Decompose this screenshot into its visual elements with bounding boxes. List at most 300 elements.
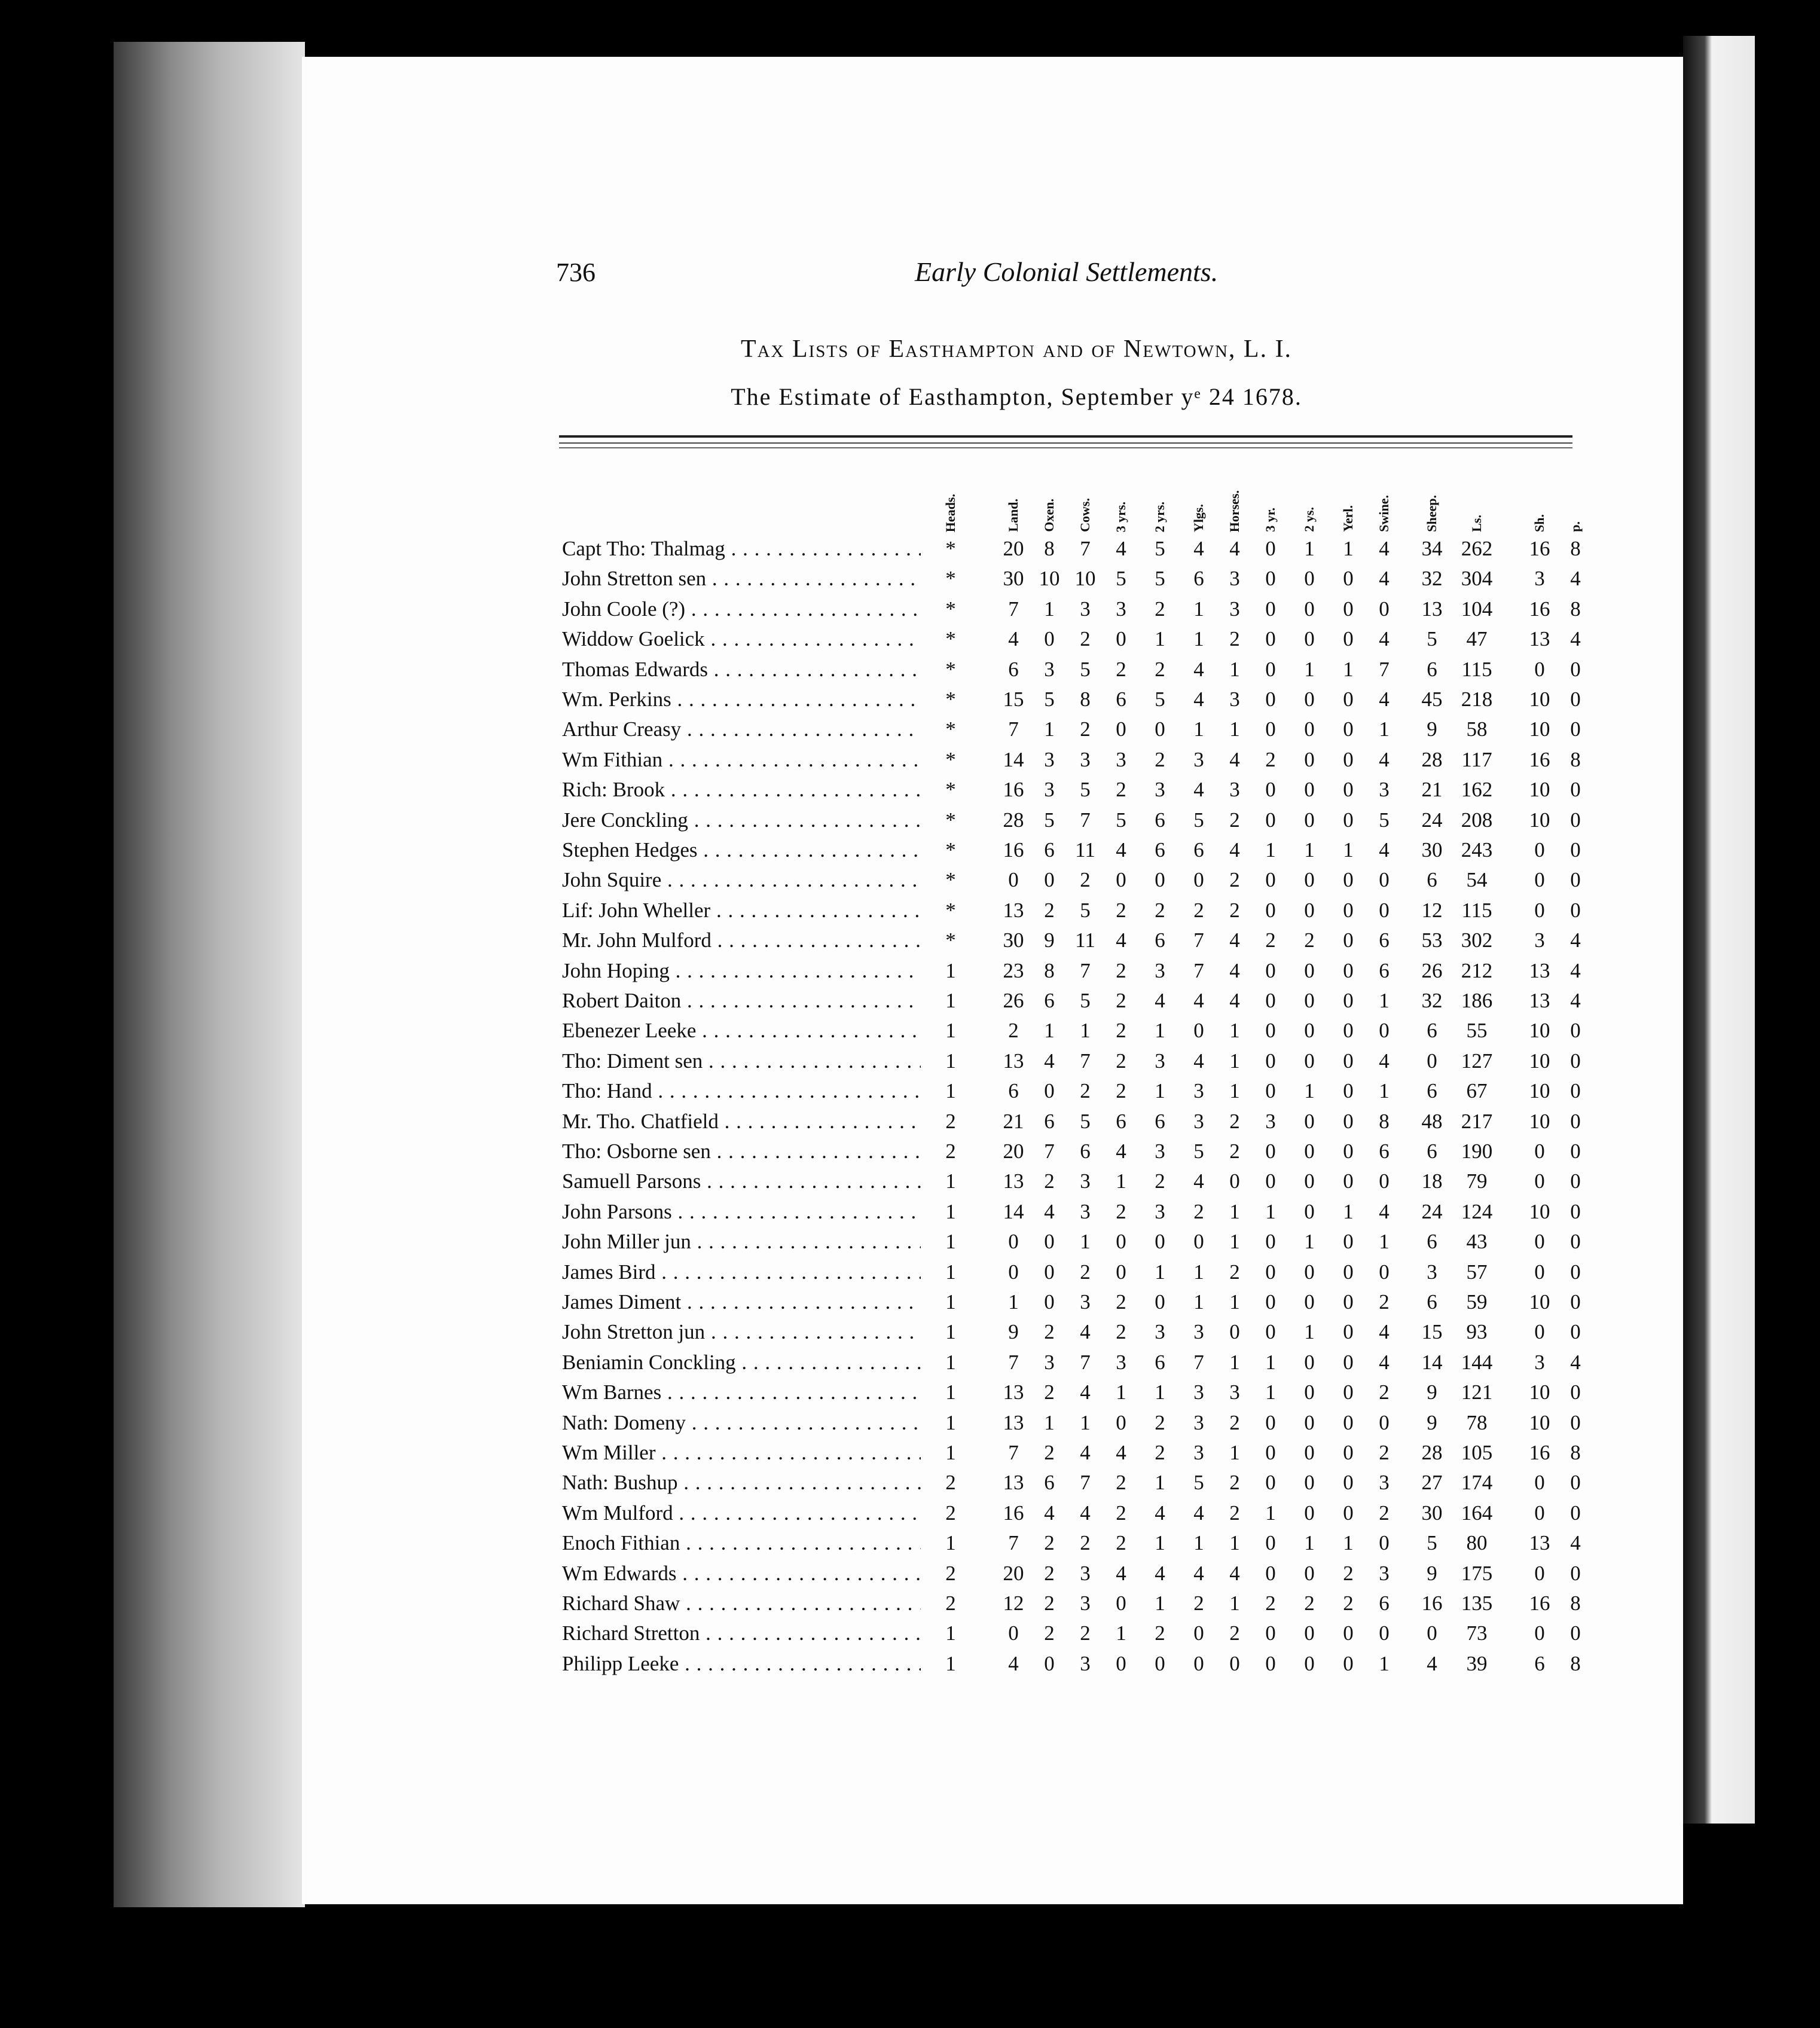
table-cell: 13 (1529, 989, 1550, 1012)
table-cell: 9 (1427, 1380, 1437, 1404)
table-cell: 2 (1229, 898, 1240, 922)
table-cell: 6 (1155, 1350, 1165, 1374)
table-cell: 0 (1379, 1260, 1390, 1284)
table-cell: 2 (1379, 1501, 1390, 1525)
table-cell: 2 (1116, 1531, 1126, 1555)
table-cell: 0 (1304, 1049, 1315, 1073)
table-cell: 0 (1427, 1621, 1437, 1645)
table-cell: 2 (1044, 1320, 1055, 1344)
table-cell: 0 (1343, 1651, 1354, 1675)
table-cell: 3 (1044, 747, 1055, 771)
table-cell: 7 (1008, 1350, 1019, 1374)
table-cell: 0 (1265, 1260, 1276, 1284)
table-cell: * (945, 898, 956, 922)
table-cell: 4 (1379, 627, 1390, 651)
table-row (0, 778, 1820, 808)
table-cell: 3 (1534, 929, 1545, 952)
table-cell: 6 (1044, 989, 1055, 1012)
column-header: Ylgs. (1191, 503, 1206, 532)
double-rule (559, 435, 1572, 438)
table-cell: 4 (1116, 1561, 1126, 1585)
table-cell: 48 (1421, 1109, 1443, 1133)
table-cell: 2 (945, 1561, 956, 1585)
table-cell: 7 (1080, 1471, 1091, 1495)
table-cell: 1 (1229, 1531, 1240, 1555)
table-cell: 2 (1265, 929, 1276, 952)
table-cell: 2 (1229, 627, 1240, 651)
table-cell: 1 (1343, 537, 1354, 560)
table-cell: 1 (1229, 1441, 1240, 1464)
table-cell: 2 (1008, 1019, 1019, 1043)
table-cell: 1 (1379, 1079, 1390, 1103)
table-cell: 6 (1044, 838, 1055, 862)
column-header: Sheep. (1424, 495, 1439, 532)
taxpayer-name: Tho: Hand . . . (562, 1079, 921, 1103)
table-cell: 3 (1155, 778, 1165, 802)
table-cell: 174 (1461, 1471, 1493, 1495)
table-cell: 1 (945, 1320, 956, 1344)
table-cell: 124 (1461, 1199, 1493, 1223)
table-cell: 1 (1379, 1230, 1390, 1254)
table-cell: 0 (1534, 1230, 1545, 1254)
table-cell: 30 (1003, 929, 1024, 952)
table-cell: 0 (1534, 1260, 1545, 1284)
table-cell: 2 (1116, 1320, 1126, 1344)
table-cell: 2 (1116, 958, 1126, 982)
table-row (0, 717, 1820, 747)
table-cell: 10 (1529, 808, 1550, 832)
table-cell: 1 (1044, 597, 1055, 621)
table-cell: 1 (1229, 1350, 1240, 1374)
table-cell: 7 (1008, 717, 1019, 741)
table-cell: 1 (1193, 1531, 1204, 1555)
table-cell: 8 (1044, 958, 1055, 982)
table-cell: 0 (1304, 747, 1315, 771)
table-cell: 1 (1155, 1592, 1165, 1615)
table-cell: 28 (1003, 808, 1024, 832)
table-cell: 5 (1427, 627, 1437, 651)
table-cell: 0 (1008, 1621, 1019, 1645)
table-cell: 0 (1265, 1140, 1276, 1163)
table-cell: 32 (1421, 567, 1443, 591)
table-cell: 0 (1343, 958, 1354, 982)
table-cell: 1 (1343, 838, 1354, 862)
table-cell: 0 (1343, 1320, 1354, 1344)
table-cell: 0 (1265, 1320, 1276, 1344)
table-cell: 243 (1461, 838, 1493, 862)
table-row (0, 1531, 1820, 1561)
table-cell: 6 (1155, 838, 1165, 862)
table-row (0, 1169, 1820, 1199)
table-cell: 0 (1379, 1019, 1390, 1043)
table-cell: 20 (1003, 1561, 1024, 1585)
table-row (0, 1621, 1820, 1651)
table-cell: 0 (1008, 868, 1019, 892)
table-cell: 0 (1343, 1079, 1354, 1103)
table-cell: 0 (1534, 1169, 1545, 1193)
table-cell: 3 (1193, 747, 1204, 771)
table-row (0, 929, 1820, 958)
table-cell: 16 (1529, 1441, 1550, 1464)
column-header: Horses. (1227, 490, 1242, 532)
table-cell: 0 (1379, 1169, 1390, 1193)
table-cell: 2 (1379, 1441, 1390, 1464)
table-cell: 2 (1155, 1169, 1165, 1193)
table-cell: 0 (1116, 627, 1126, 651)
table-cell: 11 (1075, 838, 1095, 862)
table-cell: 2 (1116, 657, 1126, 681)
table-cell: 3 (1379, 1471, 1390, 1495)
table-cell: 39 (1466, 1651, 1488, 1675)
table-cell: 0 (1343, 1109, 1354, 1133)
table-cell: 2 (1229, 1140, 1240, 1163)
table-cell: 2 (1155, 898, 1165, 922)
table-cell: 1 (1265, 1501, 1276, 1525)
table-cell: 21 (1003, 1109, 1024, 1133)
table-cell: 4 (1116, 537, 1126, 560)
table-cell: 0 (1229, 1320, 1240, 1344)
table-cell: 1 (945, 1410, 956, 1434)
table-cell: 5 (1044, 808, 1055, 832)
table-cell: 0 (1116, 717, 1126, 741)
taxpayer-name: Richard Shaw . . . (562, 1592, 921, 1615)
table-cell: 1 (945, 1079, 956, 1103)
table-cell: 1 (1155, 1019, 1165, 1043)
table-cell: 3 (1080, 1592, 1091, 1615)
table-cell: 9 (1427, 1561, 1437, 1585)
table-cell: 1 (1116, 1380, 1126, 1404)
table-cell: 2 (1304, 1592, 1315, 1615)
table-cell: 2 (1080, 1621, 1091, 1645)
table-cell: 0 (1265, 1651, 1276, 1675)
taxpayer-name: Wm Mulford . . . (562, 1501, 921, 1525)
table-cell: 7 (1080, 1049, 1091, 1073)
table-cell: 0 (1570, 1380, 1581, 1404)
table-cell: 3 (1193, 1109, 1204, 1133)
table-cell: 4 (1193, 778, 1204, 802)
table-cell: 0 (1534, 838, 1545, 862)
table-cell: 127 (1461, 1049, 1493, 1073)
table-cell: 1 (1193, 597, 1204, 621)
table-cell: 0 (1570, 1410, 1581, 1434)
table-cell: 4 (1080, 1441, 1091, 1464)
table-cell: 117 (1461, 747, 1492, 771)
table-cell: 0 (1343, 1140, 1354, 1163)
table-cell: 208 (1461, 808, 1493, 832)
table-cell: 4 (1379, 537, 1390, 560)
table-row (0, 808, 1820, 838)
table-cell: * (945, 778, 956, 802)
taxpayer-name: Wm Edwards . . . (562, 1562, 921, 1586)
table-cell: 2 (1379, 1290, 1390, 1314)
table-cell: 0 (1343, 1410, 1354, 1434)
table-cell: 0 (1534, 1501, 1545, 1525)
table-cell: 13 (1003, 1169, 1024, 1193)
table-cell: 0 (1265, 1049, 1276, 1073)
table-cell: 0 (1570, 1561, 1581, 1585)
table-cell: 0 (1265, 717, 1276, 741)
table-cell: * (945, 717, 956, 741)
table-cell: 3 (1534, 1350, 1545, 1374)
table-cell: 1 (1304, 1079, 1315, 1103)
table-cell: 11 (1075, 929, 1095, 952)
table-cell: 4 (1229, 929, 1240, 952)
table-cell: 57 (1466, 1260, 1488, 1284)
table-cell: 0 (1343, 1501, 1354, 1525)
table-cell: 0 (1570, 1049, 1581, 1073)
taxpayer-name: James Bird . . . (562, 1260, 921, 1284)
table-cell: 3 (1379, 1561, 1390, 1585)
table-cell: 21 (1421, 778, 1443, 802)
table-row (0, 1411, 1820, 1441)
table-cell: 5 (1193, 808, 1204, 832)
table-cell: 1 (945, 1290, 956, 1314)
taxpayer-name: Wm Fithian . . . (562, 748, 921, 772)
table-cell: 10 (1529, 1199, 1550, 1223)
table-cell: 2 (1116, 1049, 1126, 1073)
table-cell: 0 (1343, 1019, 1354, 1043)
table-cell: 0 (1265, 1230, 1276, 1254)
table-cell: 3 (1116, 1350, 1126, 1374)
table-cell: 3 (1193, 1410, 1204, 1434)
table-cell: 4 (1379, 1049, 1390, 1073)
table-cell: 4 (1080, 1320, 1091, 1344)
table-cell: 0 (1304, 868, 1315, 892)
table-cell: 16 (1003, 838, 1024, 862)
table-cell: 0 (1570, 688, 1581, 711)
table-cell: 4 (1155, 1501, 1165, 1525)
table-cell: 16 (1421, 1592, 1443, 1615)
table-cell: 0 (1229, 1651, 1240, 1675)
page-title: Tax Lists of Easthampton and of Newtown, L. I. (740, 335, 1293, 363)
table-cell: 7 (1193, 1350, 1204, 1374)
table-cell: * (945, 838, 956, 862)
taxpayer-name: Tho: Diment sen . . . (562, 1049, 921, 1073)
table-cell: 13 (1421, 597, 1443, 621)
table-cell: 0 (1265, 1019, 1276, 1043)
table-cell: 5 (1155, 688, 1165, 711)
table-cell: 4 (1193, 657, 1204, 681)
table-cell: 0 (1044, 1260, 1055, 1284)
table-cell: 13 (1529, 1531, 1550, 1555)
table-cell: 4 (1044, 1501, 1055, 1525)
column-header: Swine. (1376, 495, 1391, 532)
table-cell: 2 (1155, 597, 1165, 621)
table-cell: 5 (1379, 808, 1390, 832)
table-cell: 4 (1193, 1049, 1204, 1073)
table-cell: 4 (1570, 958, 1581, 982)
table-cell: * (945, 929, 956, 952)
table-cell: 164 (1461, 1501, 1493, 1525)
table-cell: 1 (1229, 1230, 1240, 1254)
table-cell: 0 (1265, 1471, 1276, 1495)
table-cell: * (945, 868, 956, 892)
table-cell: 7 (1193, 929, 1204, 952)
table-row (0, 989, 1820, 1019)
table-cell: 262 (1461, 537, 1493, 560)
table-cell: 2 (1116, 1019, 1126, 1043)
table-cell: 54 (1466, 868, 1488, 892)
table-cell: 1 (1229, 1019, 1240, 1043)
table-cell: 8 (1044, 537, 1055, 560)
table-cell: 6 (1044, 1471, 1055, 1495)
table-cell: 3 (1155, 1199, 1165, 1223)
table-cell: 1 (1155, 1531, 1165, 1555)
table-row (0, 959, 1820, 989)
table-cell: 4 (1570, 567, 1581, 591)
table-cell: * (945, 627, 956, 651)
taxpayer-name: Wm Barnes . . . (562, 1380, 921, 1404)
table-cell: 3 (1229, 778, 1240, 802)
table-row (0, 1320, 1820, 1350)
table-cell: 7 (1080, 537, 1091, 560)
table-cell: 8 (1570, 597, 1581, 621)
table-cell: 6 (1008, 657, 1019, 681)
table-cell: 1 (1193, 627, 1204, 651)
double-rule (559, 447, 1572, 448)
table-cell: 3 (1044, 1350, 1055, 1374)
taxpayer-name: Enoch Fithian . . . (562, 1531, 921, 1555)
table-cell: 1 (1265, 1199, 1276, 1223)
table-cell: 1 (1080, 1410, 1091, 1434)
table-cell: 0 (1044, 868, 1055, 892)
table-cell: 5 (1080, 989, 1091, 1012)
table-cell: 212 (1461, 958, 1493, 982)
table-cell: 6 (1379, 958, 1390, 982)
table-cell: 6 (1155, 1109, 1165, 1133)
table-cell: 1 (1155, 1380, 1165, 1404)
table-cell: 32 (1421, 989, 1443, 1012)
table-row (0, 1110, 1820, 1140)
table-cell: 3 (1427, 1260, 1437, 1284)
table-cell: 4 (1570, 1350, 1581, 1374)
table-cell: 10 (1039, 567, 1060, 591)
table-cell: 30 (1421, 1501, 1443, 1525)
table-cell: 4 (1379, 1350, 1390, 1374)
table-cell: 26 (1003, 989, 1024, 1012)
table-row (0, 1652, 1820, 1682)
table-cell: 1 (945, 1441, 956, 1464)
column-header: Sh. (1532, 514, 1547, 532)
table-cell: 3 (1229, 597, 1240, 621)
table-cell: 16 (1529, 1592, 1550, 1615)
table-cell: 0 (1265, 1621, 1276, 1645)
table-cell: 2 (945, 1140, 956, 1163)
table-cell: 24 (1421, 1199, 1443, 1223)
taxpayer-name: Arthur Creasy . . . (562, 717, 921, 741)
table-cell: 2 (1155, 747, 1165, 771)
column-header: p. (1568, 521, 1583, 532)
table-cell: 0 (1343, 1441, 1354, 1464)
table-cell: 1 (1229, 1049, 1240, 1073)
table-cell: 1 (945, 989, 956, 1012)
table-row (0, 1351, 1820, 1380)
table-cell: * (945, 747, 956, 771)
table-cell: 0 (1304, 989, 1315, 1012)
column-header: Cows. (1077, 498, 1092, 532)
table-cell: 1 (1229, 1290, 1240, 1314)
table-cell: 18 (1421, 1169, 1443, 1193)
table-row (0, 1501, 1820, 1531)
column-header: 3 yr. (1263, 508, 1278, 532)
table-cell: 4 (1379, 838, 1390, 862)
table-cell: 4 (1427, 1651, 1437, 1675)
table-cell: 6 (1427, 868, 1437, 892)
table-cell: 1 (1193, 717, 1204, 741)
table-cell: 3 (1229, 1380, 1240, 1404)
table-cell: 4 (1229, 537, 1240, 560)
table-cell: 13 (1529, 958, 1550, 982)
table-cell: 3 (1229, 567, 1240, 591)
table-cell: 9 (1427, 1410, 1437, 1434)
table-cell: 0 (1343, 808, 1354, 832)
table-cell: 8 (1080, 688, 1091, 711)
table-row (0, 1079, 1820, 1109)
table-cell: 0 (1265, 1079, 1276, 1103)
table-cell: 4 (1229, 747, 1240, 771)
table-cell: 15 (1421, 1320, 1443, 1344)
table-cell: 3 (1265, 1109, 1276, 1133)
table-cell: 6 (1193, 567, 1204, 591)
table-cell: 0 (1265, 1410, 1276, 1434)
table-cell: 3 (1229, 688, 1240, 711)
table-cell: 0 (1343, 1169, 1354, 1193)
column-header: Yerl. (1340, 505, 1355, 532)
table-cell: 2 (1080, 717, 1091, 741)
table-cell: 9 (1008, 1320, 1019, 1344)
table-cell: 7 (1080, 958, 1091, 982)
table-cell: 12 (1421, 898, 1443, 922)
table-row (0, 868, 1820, 898)
table-cell: 47 (1466, 627, 1488, 651)
column-header: Ls. (1469, 515, 1484, 532)
table-cell: 0 (1116, 1651, 1126, 1675)
table-cell: 0 (1570, 1320, 1581, 1344)
table-cell: 0 (1570, 1199, 1581, 1223)
table-cell: 1 (945, 1049, 956, 1073)
table-cell: 0 (1304, 1019, 1315, 1043)
taxpayer-name: John Squire . . . (562, 868, 921, 892)
taxpayer-name: Samuell Parsons . . . (562, 1169, 921, 1193)
table-cell: 0 (1304, 688, 1315, 711)
table-cell: 10 (1529, 778, 1550, 802)
table-cell: 3 (1080, 1199, 1091, 1223)
table-cell: 1 (1155, 627, 1165, 651)
table-cell: 0 (1193, 1621, 1204, 1645)
table-cell: 0 (1304, 1260, 1315, 1284)
table-cell: 0 (1265, 1531, 1276, 1555)
table-cell: 218 (1461, 688, 1493, 711)
table-cell: 0 (1265, 898, 1276, 922)
table-cell: 16 (1529, 597, 1550, 621)
table-cell: 0 (1343, 868, 1354, 892)
table-cell: 115 (1461, 657, 1492, 681)
table-cell: 7 (1008, 597, 1019, 621)
table-cell: 1 (945, 1350, 956, 1374)
taxpayer-name: John Parsons . . . (562, 1200, 921, 1224)
table-cell: 4 (1570, 929, 1581, 952)
table-cell: 175 (1461, 1561, 1493, 1585)
table-cell: 10 (1529, 1290, 1550, 1314)
taxpayer-name: John Stretton jun . . . (562, 1320, 921, 1344)
column-header: 2 ys. (1302, 507, 1317, 532)
table-cell: 0 (1304, 1621, 1315, 1645)
table-cell: 2 (1193, 1592, 1204, 1615)
table-cell: 0 (1265, 1561, 1276, 1585)
table-cell: 0 (1570, 1471, 1581, 1495)
table-cell: 30 (1003, 567, 1024, 591)
table-cell: 2 (1044, 1561, 1055, 1585)
